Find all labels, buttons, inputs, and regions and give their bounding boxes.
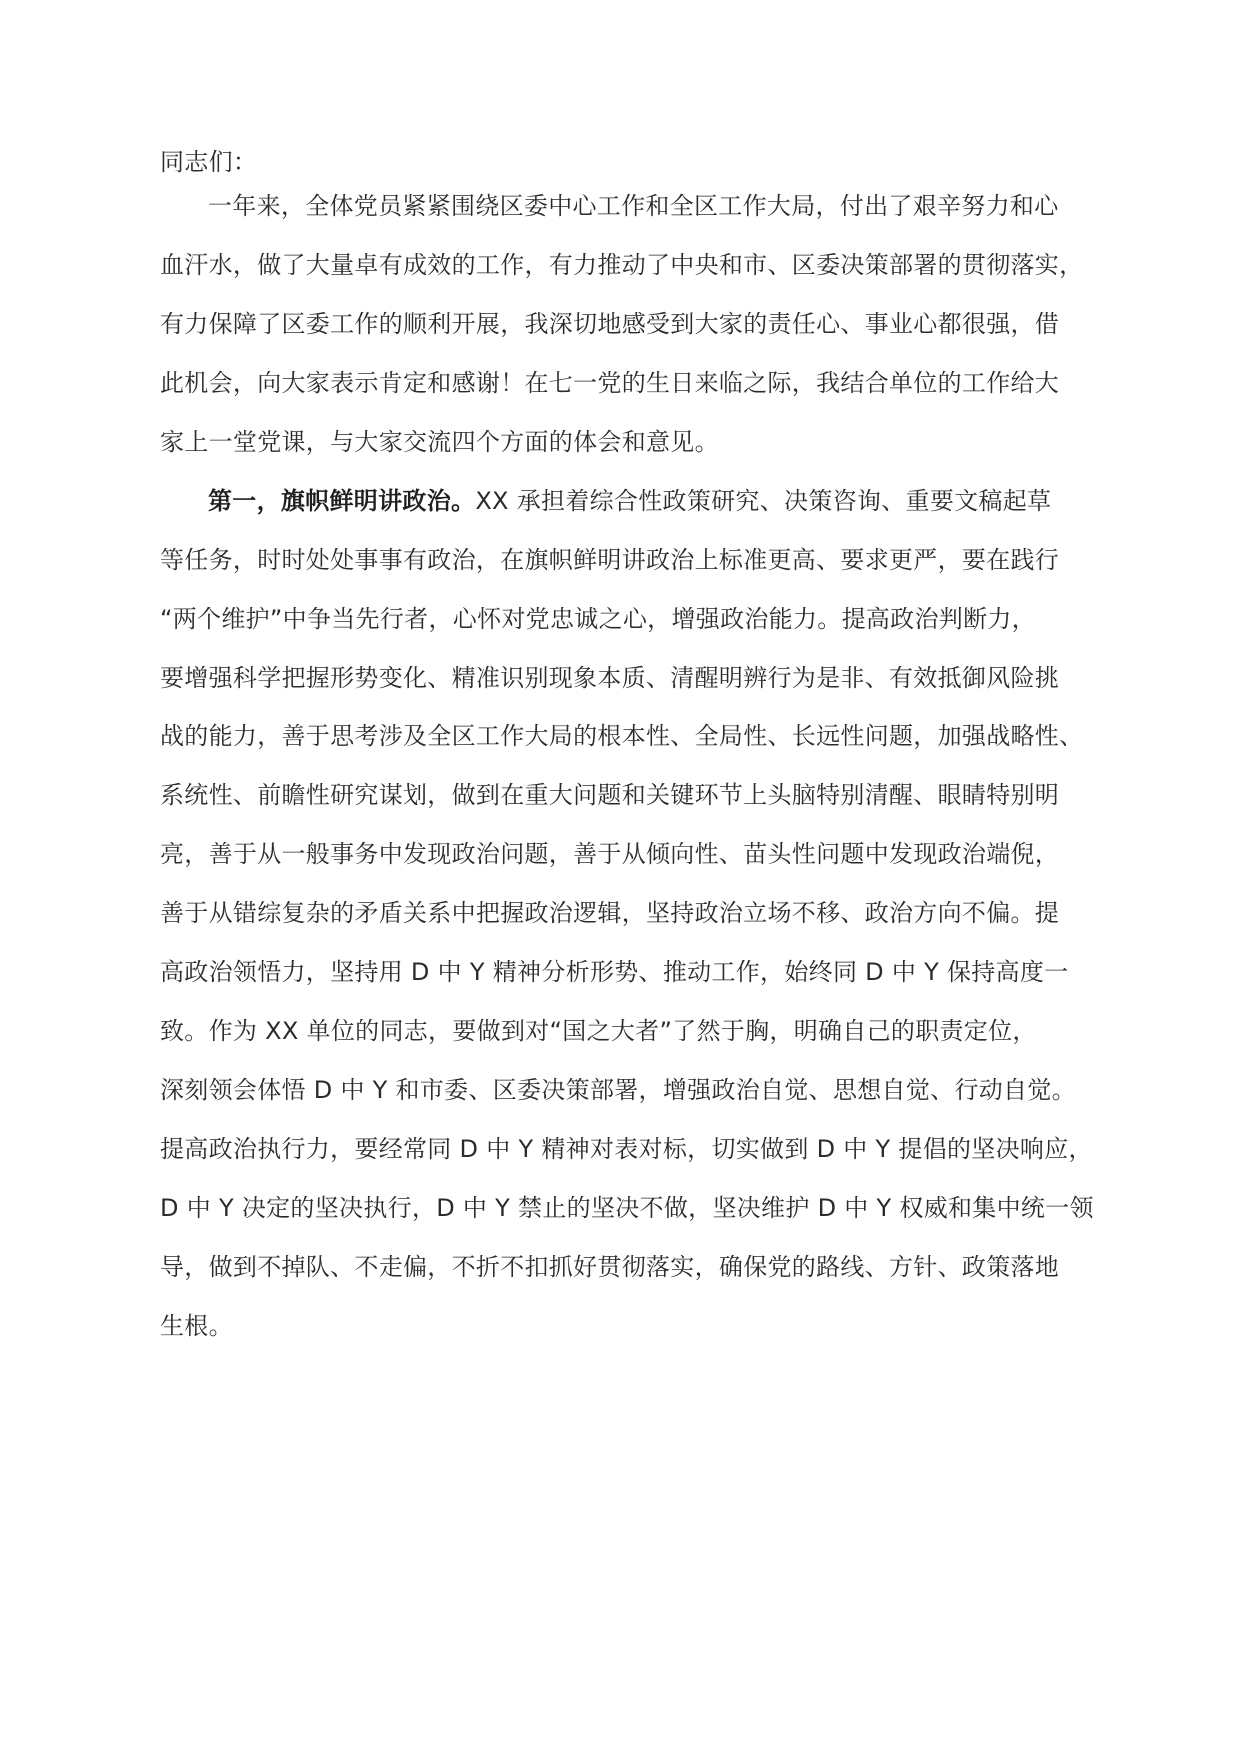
section1-line-5: 战的能力，善于思考涉及全区工作大局的根本性、全局性、长远性问题，加强战略性、 — [160, 722, 1084, 750]
section1-line-10: 致。作为 XX 单位的同志，要做到对“国之大者”了然于胸，明确自己的职责定位， — [160, 1017, 1037, 1045]
section1-line-9: 高政治领悟力，坚持用 D 中 Y 精神分析形势、推动工作，始终同 D 中 Y 保持高度一 — [160, 958, 1069, 986]
section1-line-3: “两个维护”中争当先行者，心怀对党忠诚之心，增强政治能力。提高政治判断力， — [160, 605, 1036, 633]
section1-first-line — [208, 485, 1051, 517]
section1-heading: 第一，旗帜鲜明讲政治。 — [208, 487, 476, 515]
intro-line-3: 有力保障了区委工作的顺利开展，我深切地感受到大家的责任心、事业心都很强，借 — [160, 310, 1060, 338]
section1-line-2: 等任务，时时处处事事有政治，在旗帜鲜明讲政治上标准更高、要求更严，要在践行 — [160, 546, 1060, 574]
section1-line-11: 深刻领会体悟 D 中 Y 和市委、区委决策部署，增强政治自觉、思想自觉、行动自觉。 — [160, 1076, 1076, 1104]
salutation: 同志们： — [160, 148, 258, 176]
section1-line-14: 导，做到不掉队、不走偏，不折不扣抓好贯彻落实，确保党的路线、方针、政策落地 — [160, 1253, 1060, 1281]
section1-line-12: 提高政治执行力，要经常同 D 中 Y 精神对表对标，切实做到 D 中 Y 提倡的坚决响应， — [160, 1135, 1093, 1163]
intro-line-1: 一年来，全体党员紧紧围绕区委中心工作和全区工作大局，付出了艰辛努力和心 — [208, 192, 1059, 220]
section1-first-line-text: XX 承担着综合性政策研究、决策咨询、重要文稿起草 — [475, 487, 1052, 515]
section1-line-6: 系统性、前瞻性研究谋划，做到在重大问题和关键环节上头脑特别清醒、眼睛特别明 — [160, 781, 1060, 809]
section1-line-13: D 中 Y 决定的坚决执行，D 中 Y 禁止的坚决不做，坚决维护 D 中 Y 权威和集中统一领 — [160, 1194, 1094, 1222]
section1-line-8: 善于从错综复杂的矛盾关系中把握政治逻辑，坚持政治立场不移、政治方向不偏。提 — [160, 899, 1060, 927]
section1-line-7: 亮，善于从一般事务中发现政治问题，善于从倾向性、苗头性问题中发现政治端倪， — [160, 840, 1060, 868]
intro-line-2: 血汗水，做了大量卓有成效的工作，有力推动了中央和市、区委决策部署的贯彻落实， — [160, 251, 1084, 279]
intro-line-5: 家上一堂党课，与大家交流四个方面的体会和意见。 — [160, 428, 719, 456]
section1-line-15: 生根。 — [160, 1312, 233, 1340]
section1-line-4: 要增强科学把握形势变化、精准识别现象本质、清醒明辨行为是非、有效抵御风险挑 — [160, 664, 1060, 692]
intro-line-4: 此机会，向大家表示肯定和感谢！在七一党的生日来临之际，我结合单位的工作给大 — [160, 369, 1060, 397]
